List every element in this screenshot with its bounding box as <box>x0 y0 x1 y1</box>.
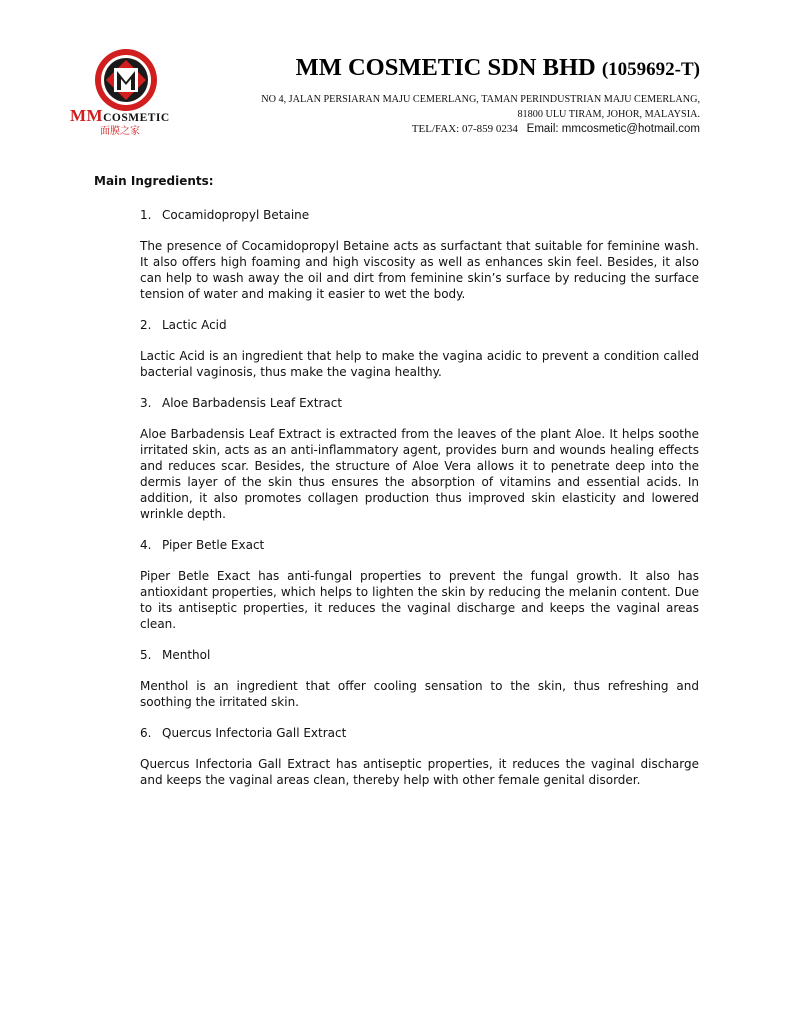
ingredient-title <box>140 207 699 223</box>
ingredient-number: 4. <box>140 538 152 552</box>
ingredient-name: Piper Betle Exact <box>162 538 265 552</box>
ingredient-item <box>140 395 699 522</box>
ingredient-number: 3. <box>140 396 152 410</box>
ingredient-description: Quercus Infectoria Gall Extract has antiseptic properties, it reduces the vaginal discharge and keeps the vaginal areas clean, thereby help with other female genital disorder. <box>140 757 699 787</box>
ingredient-item <box>140 317 699 380</box>
ingredient-title <box>140 317 699 333</box>
contact-line <box>412 123 700 135</box>
ingredient-description: Lactic Acid is an ingredient that help to make the vagina acidic to prevent a condition called bacterial vaginosis, thus make the vagina healthy. <box>140 349 699 379</box>
email: Email: mmcosmetic@hotmail.com <box>526 123 700 135</box>
brand-cosmetic: COSMETIC <box>103 112 170 124</box>
ingredient-description: Aloe Barbadensis Leaf Extract is extracted from the leaves of the plant Aloe. It helps soothe irritated skin, acts as an anti-inflammatory agent, provides burn and wounds healing effects and reduces scar. Besides, the structure of Aloe Vera allows it to penetrate deep into the dermis layer of the skin thus ensures the absorption of vitamins and essential acids. In addition, it also promotes collagen production thus improved skin elasticity and lowered wrinkle depth. <box>140 427 699 521</box>
ingredient-list <box>140 207 699 803</box>
brand-mm: MM <box>70 106 104 125</box>
ingredient-name: Menthol <box>162 648 211 662</box>
address-line-2: 81800 ULU TIRAM, JOHOR, MALAYSIA. <box>517 109 700 120</box>
ingredient-item <box>140 207 699 302</box>
ingredient-name: Cocamidopropyl Betaine <box>162 208 310 222</box>
ingredient-item <box>140 725 699 788</box>
ingredient-number: 1. <box>140 208 152 222</box>
address-line-1: NO 4, JALAN PERSIARAN MAJU CEMERLANG, TAMAN PERINDUSTRIAN MAJU CEMERLANG, <box>261 94 700 105</box>
company-name-text: MM COSMETIC SDN BHD <box>295 54 596 81</box>
ingredient-description: The presence of Cocamidopropyl Betaine acts as surfactant that suitable for feminine wash. It also offers high foaming and high viscosity as well as enhances skin feel. Besides, it also can help to wash away the oil and dirt from feminine skin’s surface by reducing the surface tension of water and making it easier to wet the body. <box>140 239 699 301</box>
ingredient-name: Lactic Acid <box>162 318 227 332</box>
company-registration: (1059692-T) <box>601 59 700 80</box>
ingredient-item <box>140 537 699 632</box>
telfax: TEL/FAX: 07-859 0234 <box>411 123 518 135</box>
brand-wordmark <box>70 108 182 138</box>
company-name <box>296 54 700 82</box>
ingredient-number: 5. <box>140 648 152 662</box>
ingredient-description: Menthol is an ingredient that offer cooling sensation to the skin, thus refreshing and soothing the irritated skin. <box>140 679 699 709</box>
ingredient-item <box>140 647 699 710</box>
ingredient-number: 6. <box>140 726 152 740</box>
ingredient-title <box>140 395 699 411</box>
ingredient-name: Quercus Infectoria Gall Extract <box>162 726 347 740</box>
mm-emblem-icon <box>94 48 158 112</box>
ingredient-number: 2. <box>140 318 152 332</box>
ingredient-title <box>140 537 699 553</box>
ingredient-title <box>140 725 699 741</box>
section-heading: Main Ingredients: <box>94 174 214 188</box>
ingredient-title <box>140 647 699 663</box>
ingredient-description: Piper Betle Exact has anti-fungal properties to prevent the fungal growth. It also has antioxidant properties, which helps to lighten the skin by reducing the melanin content. Due to its antiseptic properties, it reduces the vaginal discharge and keeps the vaginal areas clean. <box>140 569 699 631</box>
ingredient-name: Aloe Barbadensis Leaf Extract <box>162 396 343 410</box>
brand-chinese-name: 面膜之家 <box>100 126 140 137</box>
